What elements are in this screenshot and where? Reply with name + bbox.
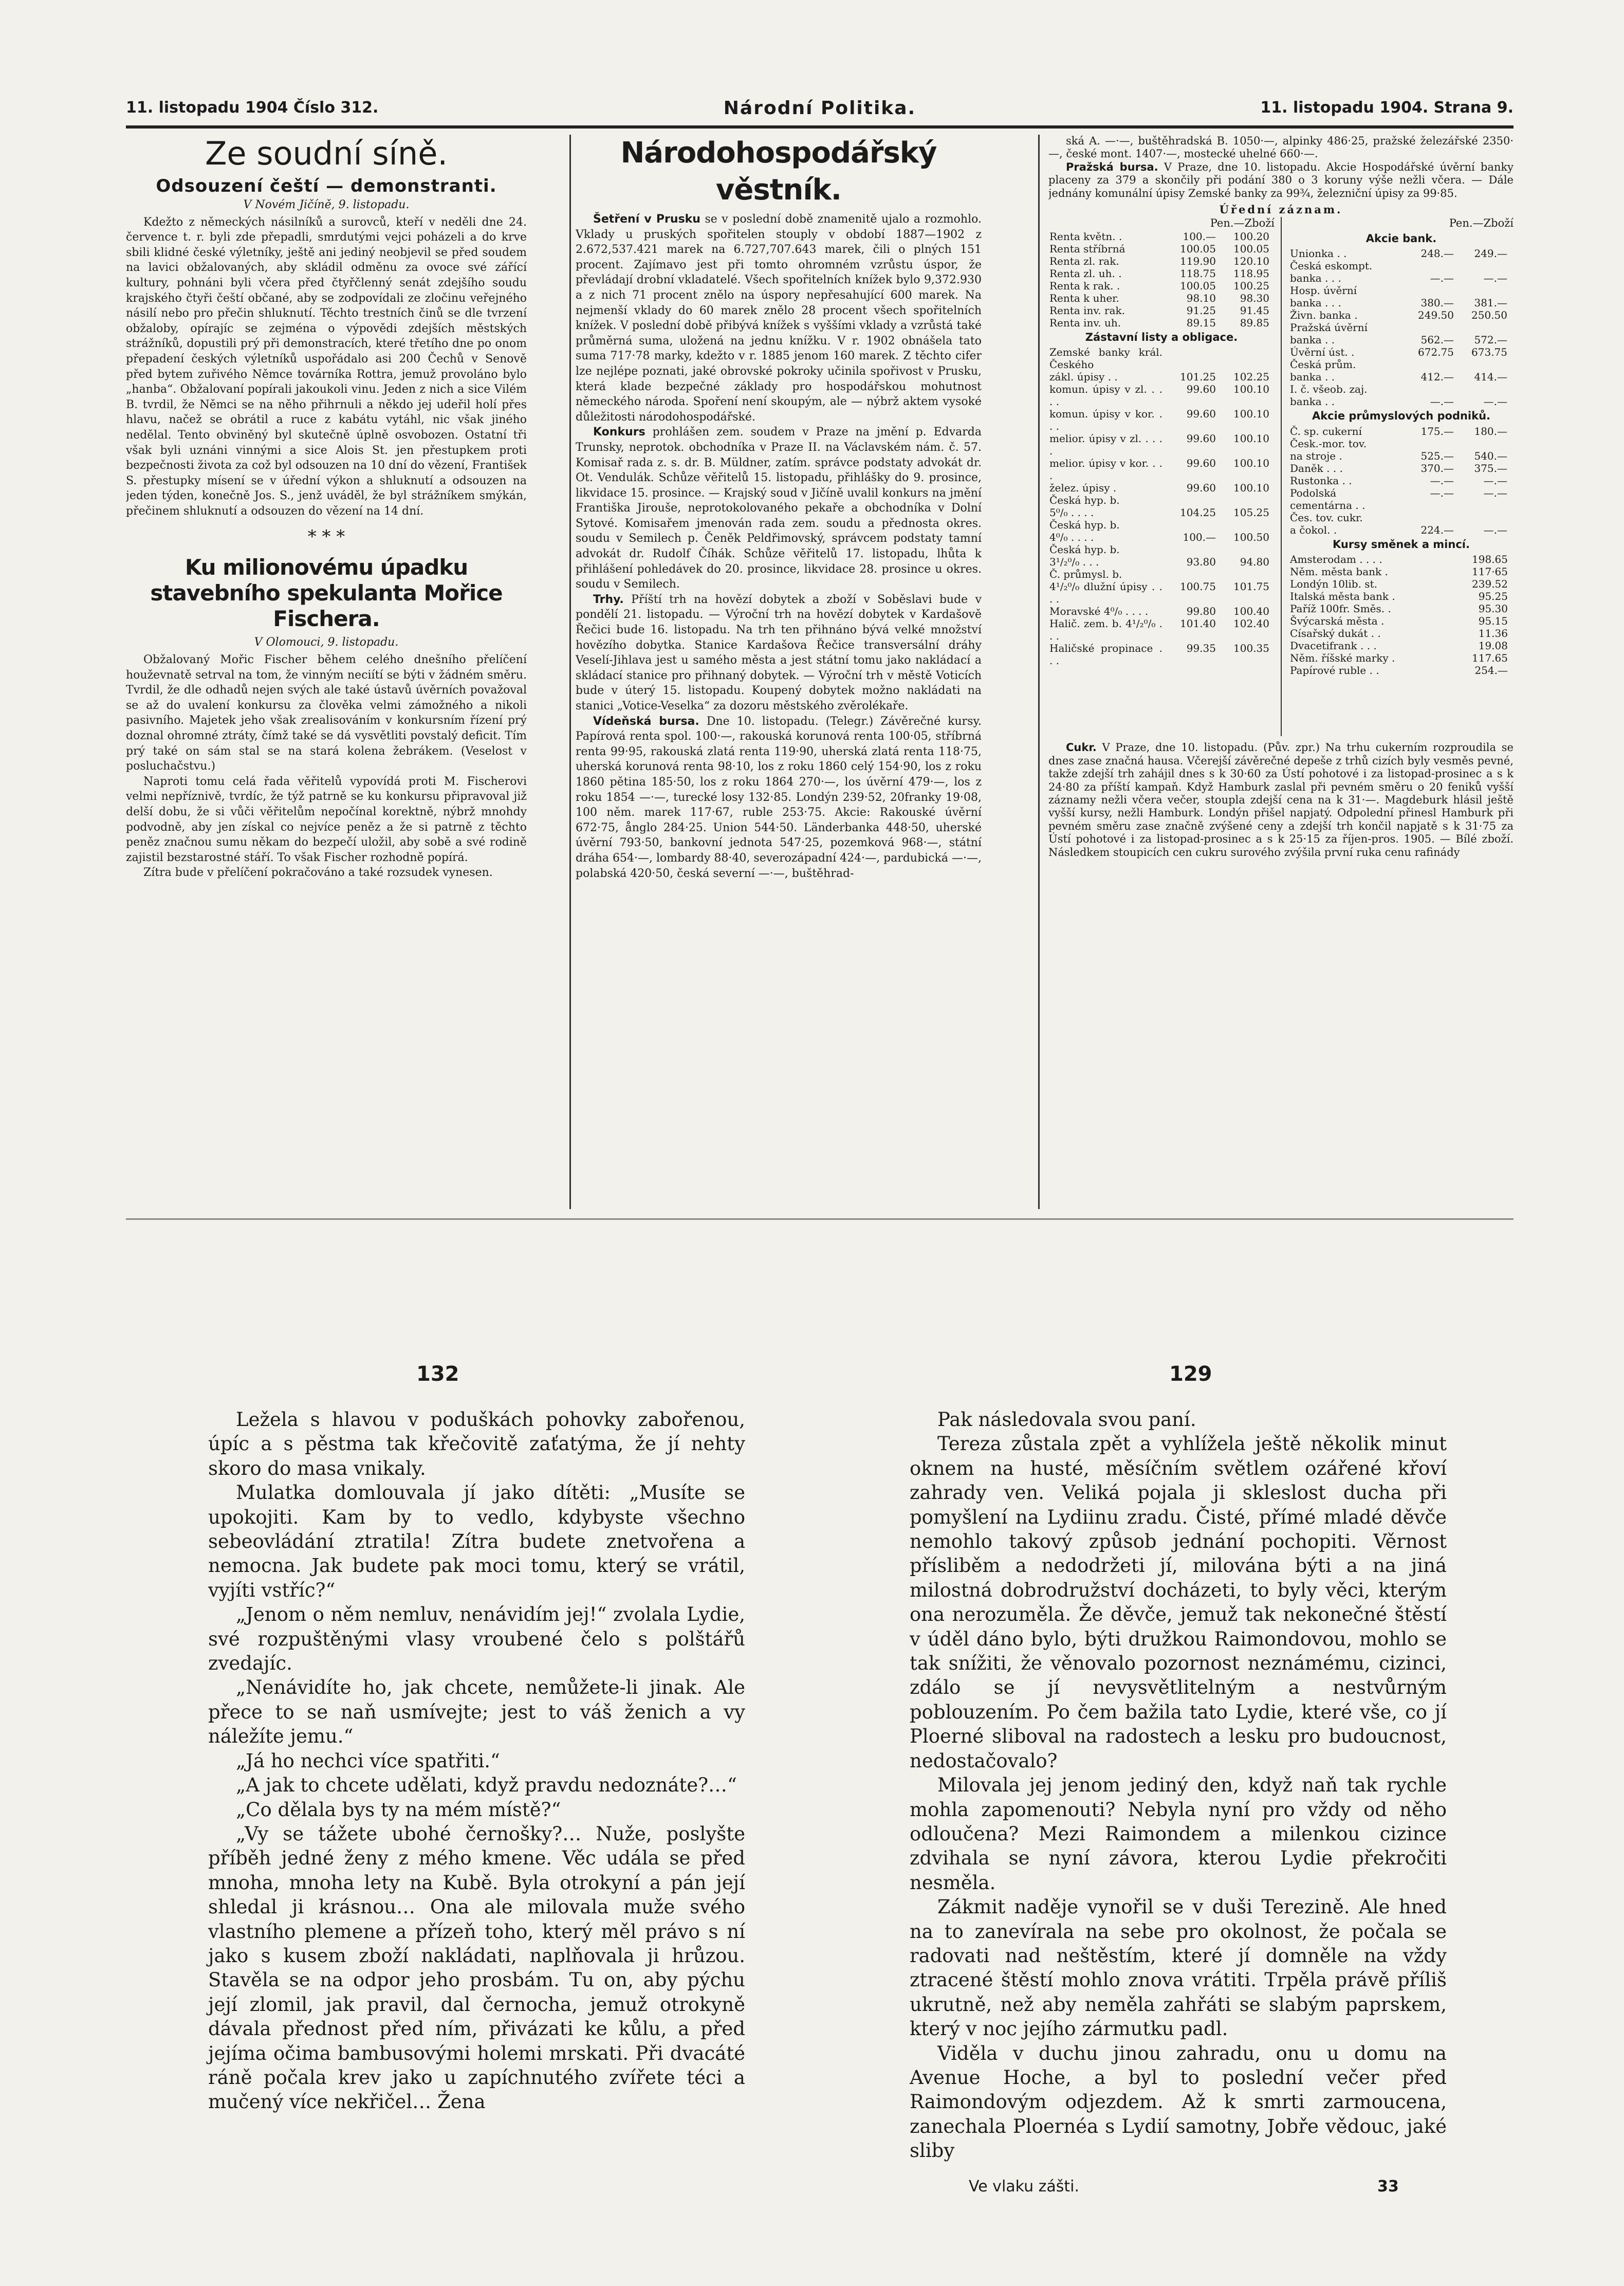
rate-row — [1289, 639, 1509, 652]
rate-row — [1048, 292, 1270, 304]
markets-text: Příští trh na hovězí dobytek a zboží v Soběslavi bude v pondělí 21. listopadu. — Výroční trh na hovězí dobytek v Kardašově Řečici bude 16. listopadu. Na trh ten přihnáno bývá velké množství hovězího dobytka. Stanice Kardašova Řečice transversální dráhy Veselí-Jihlava jest u samého města a jest státní tomu jako nakládací a skládací stanice pro přihnaný dobytek. — Výroční trh v městě Voticích bude v úterý 15. listopadu. Koupený dobytek možno nakládati na stanici „Votice-Veselka“ za dozoru městského zvěrolékaře. — [576, 593, 982, 712]
rate-name: banka . . — [1290, 334, 1335, 346]
rate-value — [1217, 494, 1270, 506]
rate-value: 100.— — [1183, 230, 1216, 243]
rate-row — [1289, 565, 1509, 578]
rate-row — [1048, 317, 1270, 329]
rate-row — [1048, 383, 1270, 408]
rate-value: —.— — [1483, 395, 1507, 408]
page-header — [126, 94, 1514, 124]
rate-value: 100.25 — [1233, 279, 1269, 292]
exchange-table — [1289, 553, 1509, 676]
rate-value: 100.75 — [1180, 580, 1216, 593]
rate-name: Renta květn. . — [1049, 230, 1122, 243]
rate-name: želez. úpisy . — [1049, 482, 1117, 495]
rate-row — [1289, 284, 1508, 297]
rate-row — [1289, 450, 1508, 462]
bankruptcy-lead: Konkurs — [593, 426, 645, 439]
rates-right — [1289, 217, 1514, 676]
rate-row — [1289, 383, 1508, 395]
rate-name: Paříž 100fr. Směs. . — [1290, 602, 1391, 615]
rate-value: 248.— — [1420, 247, 1454, 260]
rate-value — [1217, 543, 1270, 556]
rate-value: 101.75 — [1233, 580, 1269, 593]
rate-row — [1048, 642, 1270, 667]
rate-row — [1048, 304, 1270, 317]
rate-value — [1455, 383, 1508, 395]
rate-value: 98.10 — [1186, 291, 1216, 304]
novel-paragraph: Pak následovala svou paní. — [937, 1409, 1196, 1431]
rates-tables — [1048, 217, 1514, 741]
rate-value: 119.90 — [1180, 254, 1216, 267]
rate-row — [1289, 260, 1508, 272]
novel-right-text — [910, 1407, 1447, 2168]
rate-value: 100.05 — [1233, 242, 1269, 255]
sugar-lead: Cukr. — [1066, 741, 1097, 754]
rate-name: a čokol. . — [1290, 523, 1337, 536]
rate-value: 100.— — [1183, 531, 1216, 544]
court-column — [126, 135, 527, 1240]
rate-name: Renta zl. rak. — [1049, 254, 1119, 267]
prague-bourse-text: V Praze, dne 10. listopadu. Akcie Hospodářské úvěrní banky placeny za 379 a skončily při podání 380 o 3 koruny výše nežli včera. — Dále jednány komunální úpisy Zemské banky za 99¾, železniční úpisy za 99·85. — [1048, 160, 1514, 199]
rate-value — [1455, 321, 1508, 334]
rate-row — [1048, 519, 1270, 531]
rate-row — [1289, 437, 1508, 450]
rate-row — [1289, 395, 1508, 408]
rate-name: Česká eskompt. — [1290, 260, 1373, 272]
rate-value: 562.— — [1420, 334, 1454, 346]
rate-value: 117·65 — [1472, 565, 1508, 578]
rate-value: 370.— — [1420, 462, 1454, 474]
rate-name: Česká hyp. b. — [1049, 519, 1120, 532]
rate-value — [1164, 543, 1217, 556]
rate-value: 120.10 — [1233, 254, 1269, 267]
rate-name: melior. úpisy v kor. . . . — [1049, 457, 1162, 482]
economy-section-title: Národohospodářský věstník. — [620, 136, 937, 207]
rate-name: Česká hyp. b. — [1049, 543, 1120, 556]
masthead: Národní Politika. — [723, 98, 916, 119]
novel-paragraph: Milovala jej jenom jediný den, když naň tak rychle mohla zapomenouti? Nebyla nyní pro vždy od něho odloučena? Mezi Raimondem a milenkou cizince zdvihala se nyní závora, kterou Lydie překročiti nesměla. — [910, 1774, 1447, 1894]
rate-row — [1289, 334, 1508, 346]
court-article2-dateline: V Olomouci, 9. listopadu. — [254, 636, 399, 649]
rate-name: Renta k uher. — [1049, 291, 1119, 304]
rate-row — [1048, 457, 1270, 482]
rate-name: Živn. banka . — [1290, 309, 1358, 322]
novel-paragraph: Tereza zůstala zpět a vyhlížela ještě několik minut oknem na husté, měsíčním světlem ozářené křoví zahrady ven. Veliká pojala ji skleslost ducha při pomyšlení na Lydiinu zradu. Čisté, přímé mladé děvče nemohlo takový způsob jednání pochopiti. Věrnost přísliběm a nedodržeti jí, milována býti a na jiná milostná dobrodružství docházeti, to byly věci, kterým ona nerozuměla. Že děvče, jemuž tak nekonečné štěstí v úděl dáno bylo, býti družkou Raimondovou, mohlo se tak snížiti, že věnovalo pozornost neznámému, cizinci, zdálo se jí nevysvětlitelným a nestvůrným poblouzením. Po čem bažila tato Lydie, které vše, co jí Ploerné sliboval na radostech a lesku pro budoucnost, nedostačovalo? — [910, 1433, 1447, 1772]
bankruptcy-text: prohlášen zem. soudem v Praze na jmění p. Edvarda Trunsky, neprotok. obchodníka v Praze II. na Václavském nám. č. 57. Komisař rada z. s. dr. B. Müldner, zatím. správce podstaty advokát dr. Ot. Vendulák. Schůze věřitelů 15. listopadu, přihlášky do 9. prosince, likvidace 15. prosince. — Krajský soud v Jičíně uvalil konkurs na jmění Františka Jirouše, neprotokolovaného pekaře a obchodníka v Dolní Sytové. Komisařem jmenován rada zem. soudu a přednosta okres. soudu v Semilech p. Čeněk Peldřimovský, správcem podstaty tamní advokát dr. Rudolf Číhák. Schůze věřitelů 17. listopadu, lhůta k přihlášení pohledávek do 20. prosince, likvidace 28. prosince u okres. soudu v Semilech. — [576, 426, 982, 591]
finance-top-text: ská A. —·—, buštěhradská B. 1050·—, alpinky 486·25, pražské železářské 2350·—, české mont. 1407·—, mostecké uhelné 660·—. — [1048, 135, 1514, 160]
rate-row — [1289, 487, 1508, 511]
header-rule — [126, 125, 1514, 129]
novel-paragraph: Zákmit naděje vynořil se v duši Terezině. Ale hned na to zanevírala na sebe pro okolnost, že počala se radovati nad neštěstím, které jí domněle na vždy ztracené štěstí mohlo znova vrátiti. Trpěla právě příliš ukrutně, než aby neměla zahřáti se slabým paprskem, který v noc jejího zármutku padl. — [910, 1896, 1447, 2040]
column-divider — [569, 135, 571, 1209]
rate-row — [1289, 615, 1509, 627]
vienna-bourse-text: Dne 10. listopadu. (Telegr.) Závěrečné kursy. Papírová renta spol. 100·—, rakouská korunová renta 100·05, stříbrná renta 99·95, rakouská zlatá renta 119·90, uherská zlatá renta 118·75, uherská korunová renta 98·10, los z roku 1860 celý 154·90, los z roku 1860 pětina 185·50, los z roku 1864 270·—, los úvěrní 479·—, los z roku 1854 —·—, turecké losy 132·85. Londýn 239·52, 20franky 19·08, 100 něm. marek 117·67, ruble 253·75. Akcie: Rakouské úvěrní 672·75, ånglo 284·25. Union 544·50. Länderbanka 448·50, uherské úvěrní 793·50, bankovní jednota 547·25, pozemková 968·—, státní dráha 654·—, lombardy 88·40, severozápadní 424·—, pardubická —·—, polabská 420·50, česká severní —·—, buštěhrad- — [576, 715, 982, 880]
rate-row — [1289, 652, 1509, 664]
rate-row — [1048, 243, 1270, 255]
rate-name: Unionka . . — [1290, 247, 1347, 260]
finance-column — [1048, 135, 1514, 1209]
rate-name: Zemské banky král. Českého — [1049, 346, 1162, 371]
rate-name: banka . . . — [1290, 297, 1341, 309]
rate-value — [1455, 437, 1508, 450]
rate-value — [1217, 346, 1270, 371]
renta-table — [1048, 230, 1270, 329]
rate-value: 105.25 — [1233, 506, 1269, 519]
rate-value: 89.85 — [1240, 316, 1269, 329]
rate-value: 100.10 — [1233, 482, 1269, 495]
rate-name: Daněk . . . — [1290, 462, 1343, 474]
novel-paragraph: Viděla v duchu jinou zahradu, onu u domu na Avenue Hoche, a byl to poslední večer před Raimondovým odjezdem. Až k smrti zarmoucena, zanechala Ploernéa s Lydií samotny, Jobře vědouc, jaké sliby — [910, 2042, 1447, 2162]
rate-row — [1289, 272, 1508, 284]
section-rule — [126, 1218, 1514, 1220]
rate-name: Amsterodam . . . . — [1290, 553, 1382, 566]
rate-value — [1164, 568, 1217, 580]
rate-value — [1455, 260, 1508, 272]
rate-value — [1217, 519, 1270, 531]
header-right: 11. listopadu 1904. Strana 9. — [1260, 99, 1514, 117]
rate-row — [1289, 425, 1508, 437]
novel-paragraph: Ležela s hlavou v poduškách pohovky zabořenou, úpíc a s pěstma tak křečovitě zaťatýma, že jí nehty skoro do masa vnikaly. — [208, 1409, 745, 1479]
rate-name: banka . . — [1290, 371, 1335, 383]
court-article1-text: Kdežto z německých násilníků a surovců, kteří v neděli dne 24. července t. r. byli zde přepadli, smrdutými vejci poházeli a do krve sbili klidné české výletníky, ještě ani jediný neobjevil se před soudem na lavici obžalovaných, aby skládil odměnu za ovoce své zářící kultury, pohnáni byli včera před čtyřčlenný senát zdejšího soudu krajského čtyři čeští občané, aby se zodpovídali ze zločinu veřejného násilí nebo pro přečin shluknutí. Těchto trestních činů se dle tvrzení obžaloby, opírajíc se zejména o výpovědi zdejších městských strážníků, dopustili prý při demonstracích, které třetího dne po onom přepadení českých výletníků uspořádalo asi 200 Čechů v Senově před bytem zuřivého Němce továrníka Rottra, jemuž provoláno bylo „hanba“. Obžalovaní popírali jakoukoli vinu. Jeden z nich a sice Vilém B. tvrdil, že Němci se na něho přihrnuli a někdo jej udeřil holí přes hlavu, načež se obrátil a ruce z kabátu vytáhl, nic však jiného nedělal. Tento obviněný byl skutečně úplně osvobozen. Ostatní tři však byli uznáni vinnými a sice Alois St. jen přestupkem proti bezpečnosti života za což byl odsouzen na 10 dní do vězení, František S. přestupky mísení se v úřední výkon a shluknutí a odsouzen na jeden týden, konečně Jos. S., jenž uváděl, že byl strážníkem smýkán, přečinem shluknutí a odsouzen do vězení na 14 dní. — [126, 215, 527, 518]
rate-row — [1048, 568, 1270, 580]
rate-value: 118.95 — [1233, 267, 1269, 280]
rate-row — [1048, 531, 1270, 543]
rate-name: Renta inv. rak. — [1049, 304, 1125, 317]
sugar-text: V Praze, dne 10. listopadu. (Pův. zpr.) Na trhu cukerním rozproudila se dnes zase značná hausa. Včerejší závěrečné depeše z trhů cizích byly vesměs pevné, takže zdejší trh zahájil dnes s k 30·60 za Ústí pohotové i za listopad-prosinec a s k 24·80 za příští kampaň. Když Hamburk zaslal při pevném směru o 20 feniků vyšší záznamy nežli včera večer, stoupla zdejší cena na k 31·—. Magdeburk hlásil ještě vyšší kursy, nežli Hamburk. Londýn přišel napjatý. Odpolední přinesl Hamburk při pevném směru zase značně zvýšené ceny a zdejší trh končil napjatě s k 31·75 za Ústí pohotové i za listopad-prosinec a s k 25·15 za říjen-pros. 1905. — Bílé zboží. Následkem stoupicích cen cukru surového zvýšila první ruka cenu rafinády — [1048, 741, 1514, 858]
novel-paragraph: „Vy se tážete ubohé černošky?… Nuže, poslyšte příběh jedné ženy z mého kmene. Věc udála se před mnoha, mnoha lety na Kubě. Byla otrokyní a pán její shledal ji krásnou… Ona ale milovala muže svého vlastního plemene a přízeň toho, který měl právo s ní jako s kusem zboží nakládati, naplňovala ji hrůzou. Stavěla se na odpor jeho prosbám. Tu on, aby pýchu její zlomil, jak pravil, dal černocha, jemuž otrokyně dávala přednost před ním, přivázati ke kůlu, a před jejíma očima bambusovými holemi mrskati. Při dvacáté ráně počala krev jako u zapíchnutého zvířete téci a mučený více nekřičel… Žena — [208, 1822, 745, 2113]
rate-name: Hosp. úvěrní — [1290, 284, 1357, 297]
sheet-signature: 33 — [1377, 2178, 1399, 2196]
header-left: 11. listopadu 1904 Číslo 312. — [126, 99, 379, 117]
rate-name: Halič. zem. b. 4¹/₂⁰/₀ . . . — [1049, 617, 1162, 643]
rate-value: 94.80 — [1240, 556, 1269, 569]
rate-value: 99.60 — [1186, 457, 1216, 470]
rate-row — [1048, 580, 1270, 605]
rate-row — [1289, 578, 1509, 590]
rate-row — [1048, 482, 1270, 494]
markets-lead: Trhy. — [593, 593, 624, 606]
rate-row — [1048, 605, 1270, 617]
rate-value: 100.05 — [1180, 242, 1216, 255]
rate-row — [1048, 432, 1270, 457]
novel-paragraph: Mulatka domlouvala jí jako dítěti: „Musíte se upokojiti. Kam by to vedlo, kdybyste všechno sebeovládání ztratila! Zítra budete znetvořena a nemocna. Jak budete pak moci tomu, který se vrátil, vyjíti vstříc?“ — [208, 1482, 745, 1601]
rate-name: I. č. všeob. zaj. — [1290, 383, 1368, 396]
table-divider — [1281, 217, 1282, 736]
rate-row — [1289, 371, 1508, 383]
prussia-lead: Šetření v Prusku — [593, 213, 700, 226]
rate-name: Londýn 10lib. st. — [1290, 578, 1377, 591]
court-article2-p2: Naproti tomu celá řada věřitelů vypovídá proti M. Fischerovi velmi nepříznivě, tvrdíc, že týž patrně se ku konkursu připravoval již delší dobu, že si vůči věřitelům nepočínal korektně, nýbrž mnohdy podvodně, aby jen získal co nejvíce peněz a že si patrně z těchto peněz značnou sumu někam do bezpečí uložil, aby sobě a své rodině zajistil bezstarostné stáří. To však Fischer rozhodně popírá. — [126, 775, 527, 864]
rate-value: 102.25 — [1233, 371, 1269, 383]
rate-value — [1164, 494, 1217, 506]
rate-name: 3¹/₂⁰/₀ . . . — [1049, 556, 1099, 569]
rate-value — [1455, 358, 1508, 371]
industry-shares-heading: Akcie průmyslových podniků. — [1312, 410, 1491, 423]
rate-row — [1048, 267, 1270, 280]
novel-left-text — [208, 1407, 745, 2199]
rate-name: Č. sp. cukerní — [1290, 425, 1362, 437]
rate-row — [1048, 371, 1270, 383]
rate-value: 99.80 — [1186, 605, 1216, 618]
rate-value: 412.— — [1420, 371, 1454, 383]
rate-value: 381.— — [1474, 297, 1507, 309]
rate-value: 19.08 — [1478, 639, 1508, 652]
rate-name: Čes. tov. cukr. — [1290, 511, 1363, 524]
rate-name: zákl. úpisy . . — [1049, 371, 1118, 383]
rate-value: 175.— — [1420, 425, 1454, 437]
rate-value — [1164, 519, 1217, 531]
rate-value: 102.40 — [1233, 617, 1269, 630]
rate-name: 4⁰/₀ . . . . — [1049, 531, 1094, 544]
rate-value — [1455, 284, 1508, 297]
bonds-table — [1048, 346, 1270, 667]
rate-row — [1048, 255, 1270, 267]
rate-value: 89.15 — [1186, 316, 1216, 329]
economy-column — [576, 135, 982, 1224]
rate-row — [1289, 627, 1509, 639]
rate-value: 11.36 — [1478, 627, 1508, 640]
rate-value: 95.15 — [1478, 615, 1508, 628]
rate-row — [1289, 309, 1508, 321]
court-article2-p1: Obžalovaný Mořic Fischer během celého dnešního přelíčení houževnatě setrval na tom, že vinným neciítí se býti v žádném směru. Tvrdil, že dle odhadů nejen svých ale také ústavů úvěrních považoval se až do uvalení konkursu za člověka velmi zámožného a nikoli pasivního. Majetek jeho však zrealisováním v konkursním řízení prý doznal ohromné ztráty, čímž také se dá vysvětliti povstalý deficit. Tím prý také on sám stal se na stará kolena žebrákem. (Veselost v posluchačstvu.) — [126, 653, 527, 773]
rate-row — [1048, 230, 1270, 243]
rate-value — [1164, 346, 1217, 371]
continuation-note: Ve vlaku zášti. — [969, 2178, 1080, 2196]
rate-value: —.— — [1430, 486, 1454, 499]
rate-value: 100.10 — [1233, 432, 1269, 445]
rate-value: 100.10 — [1233, 383, 1269, 396]
rate-row — [1289, 590, 1509, 602]
rate-name: Dvacetifrank . . . — [1290, 639, 1377, 652]
bank-shares-heading: Akcie bank. — [1365, 232, 1437, 245]
rate-value: 380.— — [1420, 297, 1454, 309]
rate-name: 4¹/₂⁰/₀ dlužní úpisy . . . . — [1049, 580, 1162, 606]
rate-name: Rustonka . . — [1290, 474, 1352, 487]
rate-name: 5⁰/₀ . . . . — [1049, 506, 1094, 519]
rate-row — [1289, 346, 1508, 358]
rate-value: 239.52 — [1472, 578, 1508, 591]
novel-paragraph: „Nenávidíte ho, jak chcete, nemůžete-li jinak. Ale přece to se naň usmívejte; jest to váš ženich a vy náležíte jemu.“ — [208, 1676, 745, 1748]
rate-value — [1401, 358, 1455, 371]
rate-row — [1289, 602, 1509, 615]
rate-row — [1289, 553, 1509, 565]
rate-row — [1048, 617, 1270, 642]
rate-value: 100.05 — [1180, 279, 1216, 292]
rate-name: komun. úpisy v zl. . . . . — [1049, 383, 1162, 408]
rate-value: 117.65 — [1472, 652, 1508, 665]
rate-value: 572.— — [1474, 334, 1507, 346]
rate-value: 99.60 — [1186, 383, 1216, 396]
rate-name: Něm. města bank . — [1290, 565, 1388, 578]
rate-value: 118.75 — [1180, 267, 1216, 280]
rate-value: —.— — [1483, 474, 1507, 487]
rate-value — [1401, 284, 1455, 297]
rate-name: Papírové ruble . . — [1290, 664, 1379, 677]
rate-name: Česká hyp. b. — [1049, 494, 1120, 507]
section-separator: * * * — [307, 526, 345, 547]
rate-value — [1401, 260, 1455, 272]
rate-value: 104.25 — [1180, 506, 1216, 519]
rate-value — [1401, 321, 1455, 334]
rate-value: 672.75 — [1418, 346, 1454, 359]
rate-value — [1401, 437, 1455, 450]
rate-row — [1289, 462, 1508, 474]
rate-value — [1455, 511, 1508, 524]
rate-row — [1048, 494, 1270, 506]
rate-value: —.— — [1483, 272, 1507, 285]
rate-row — [1289, 474, 1508, 487]
rate-value: —.— — [1430, 272, 1454, 285]
rate-name: Renta inv. uh. — [1049, 316, 1121, 329]
rate-value: 414.— — [1474, 371, 1507, 383]
vienna-bourse-lead: Vídeňská bursa. — [593, 715, 699, 728]
rate-row — [1289, 664, 1509, 676]
rate-value: 99.60 — [1186, 432, 1216, 445]
rate-row — [1289, 297, 1508, 309]
rate-row — [1289, 321, 1508, 334]
rate-value: 101.40 — [1180, 617, 1216, 630]
rate-value: —.— — [1430, 474, 1454, 487]
rate-name: melior. úpisy v zl. . . . . — [1049, 432, 1162, 458]
rate-value: 91.25 — [1186, 304, 1216, 317]
rate-name: Podolská cementárna . . — [1290, 486, 1365, 511]
column-divider — [1038, 135, 1040, 1209]
rate-value: 100.50 — [1233, 531, 1269, 544]
rate-name: Renta zl. uh. . — [1049, 267, 1122, 280]
novel-paragraph: „A jak to chcete udělati, když pravdu nedoznáte?…“ — [236, 1774, 737, 1797]
rate-value: 249.— — [1474, 247, 1507, 260]
court-article1-dateline: V Novém Jičíně, 9. listopadu. — [243, 198, 410, 211]
bonds-heading: Zástavní listy a obligace. — [1085, 331, 1238, 343]
rate-name: Pražská úvěrní — [1290, 321, 1368, 334]
rate-value: 101.25 — [1180, 371, 1216, 383]
exchange-heading: Kursy směnek a mincí. — [1333, 538, 1470, 551]
rate-value: 91.45 — [1240, 304, 1269, 317]
rate-value: 198.65 — [1472, 553, 1508, 566]
rate-value: 249.50 — [1418, 309, 1454, 322]
official-record-heading: Úřední záznam. — [1219, 203, 1343, 216]
rate-value: 98.30 — [1240, 291, 1269, 304]
rate-value: 99.60 — [1186, 408, 1216, 420]
rate-value — [1401, 511, 1455, 524]
novel-right-page-number: 129 — [1169, 1362, 1212, 1386]
rate-row — [1048, 280, 1270, 292]
rate-name: Švýcarská města . — [1290, 615, 1385, 628]
rate-name: na stroje . — [1290, 449, 1342, 462]
rates-right-head: Pen.—Zboží — [1449, 217, 1514, 230]
rate-name: komun. úpisy v kor. . . . — [1049, 408, 1162, 433]
rate-name: Něm. říšské marky . — [1290, 652, 1395, 665]
industry-shares-table — [1289, 425, 1508, 536]
rate-value: —.— — [1483, 523, 1507, 536]
rate-value: 95.30 — [1478, 602, 1508, 615]
rate-name: banka . . . — [1290, 272, 1341, 285]
rate-value — [1217, 568, 1270, 580]
rates-left — [1048, 217, 1275, 667]
rate-value: 375.— — [1474, 462, 1507, 474]
rate-value: 250.50 — [1471, 309, 1507, 322]
novel-paragraph: „Jenom o něm nemluv, nenávidím jej!“ zvolala Lydie, své rozpuštěnými vlasy vroubené čelo s polštářů zvedajíc. — [208, 1603, 745, 1675]
rate-value: 673.75 — [1471, 346, 1507, 359]
novel-left-page-number: 132 — [416, 1362, 459, 1386]
rate-name: Úvěrní úst. . — [1290, 346, 1355, 359]
rate-name: Italská města bank . — [1290, 590, 1395, 603]
rate-row — [1289, 358, 1508, 371]
rate-value — [1401, 383, 1455, 395]
rate-value: —.— — [1483, 486, 1507, 499]
rate-name: banka . . — [1290, 395, 1335, 408]
rate-value: 100.10 — [1233, 457, 1269, 470]
rate-value: —.— — [1430, 395, 1454, 408]
rate-value: 180.— — [1474, 425, 1507, 437]
rate-row — [1048, 506, 1270, 519]
rate-value: 99.60 — [1186, 482, 1216, 495]
rate-value: 95.25 — [1478, 590, 1508, 603]
rate-value: 525.— — [1420, 449, 1454, 462]
prague-bourse-lead: Pražská bursa. — [1066, 160, 1158, 173]
bank-shares-table — [1289, 247, 1508, 408]
novel-paragraph: „Já ho nechci více spatřiti.“ — [236, 1749, 500, 1772]
rate-value: 100.20 — [1233, 230, 1269, 243]
rate-name: Císařský dukát . . — [1290, 627, 1381, 640]
rate-name: Renta stříbrná — [1049, 242, 1125, 255]
rate-value: 100.35 — [1233, 642, 1269, 655]
rate-name: Česk.-mor. tov. — [1290, 437, 1367, 450]
court-section-title: Ze soudní síně. — [205, 135, 448, 172]
rate-row — [1048, 556, 1270, 568]
court-article1-title: Odsouzení čeští — demonstranti. — [156, 176, 497, 196]
court-article2-p3: Zítra bude v přelíčení pokračováno a také rozsudek vynesen. — [143, 866, 493, 880]
rate-row — [1289, 524, 1508, 536]
rate-row — [1289, 511, 1508, 524]
rate-name: Renta k rak. . — [1049, 279, 1120, 292]
rate-value: 93.80 — [1186, 556, 1216, 569]
rate-row — [1289, 247, 1508, 260]
rate-name: Česká prům. — [1290, 358, 1356, 371]
rate-name: Haličské propinace . . . — [1049, 642, 1162, 667]
rate-row — [1048, 408, 1270, 432]
rate-row — [1048, 346, 1270, 371]
court-article2-title: Ku milionovému úpadku stavebního spekulanta Mořice Fischera. — [150, 555, 503, 632]
rate-value: 100.40 — [1233, 605, 1269, 618]
rates-left-head: Pen.—Zboží — [1210, 217, 1275, 230]
rate-name: Moravské 4⁰/₀ . . . . — [1049, 605, 1149, 618]
novel-paragraph: „Co dělala bys ty na mém místě?“ — [236, 1798, 561, 1821]
prussia-text: se v poslední době znamenitě ujalo a rozmohlo. Vklady u pruských spořitelen stouply v období 1887—1902 z 2.672,537.421 marek na 6.727,707.643 marek, čili o plných 151 procent. Zajímavo jest při tomto ohromném vzrůstu úspor, že převládají drobní vkladatelé. Všech spořitelních knížek bylo 9,372.930 a z nich 71 procent znělo na úspory nepřesahující 600 marek. Na nejmenší vklady do 60 marek znělo 28 procent všech spořitelních knížek. V poslední době přibývá knížek s vyššími vklady a vzrůstá také průměrná suma, uložená na jednu knížku. V r. 1902 obnášela tato suma 717·78 marky, kdežto v r. 1885 jenom 160 marek. Z těchto cifer lze nejlépe poznati, jaké obrovské pokroky učinila spořivost v Prusku, která klade bezpečné základy pro hospodářskou mohutnost německého národa. Spoření není skoupým, ale — nýbrž aktem vysoké důležitosti národohospodářské. — [576, 213, 982, 424]
rate-value: 254.— — [1474, 664, 1508, 677]
rate-value: 224.— — [1420, 523, 1454, 536]
rate-value: 100.10 — [1233, 408, 1269, 420]
rate-value: 540.— — [1474, 449, 1507, 462]
rate-row — [1048, 543, 1270, 556]
rate-name: Č. průmysl. b. — [1049, 568, 1122, 581]
rate-value: 99.35 — [1186, 642, 1216, 655]
